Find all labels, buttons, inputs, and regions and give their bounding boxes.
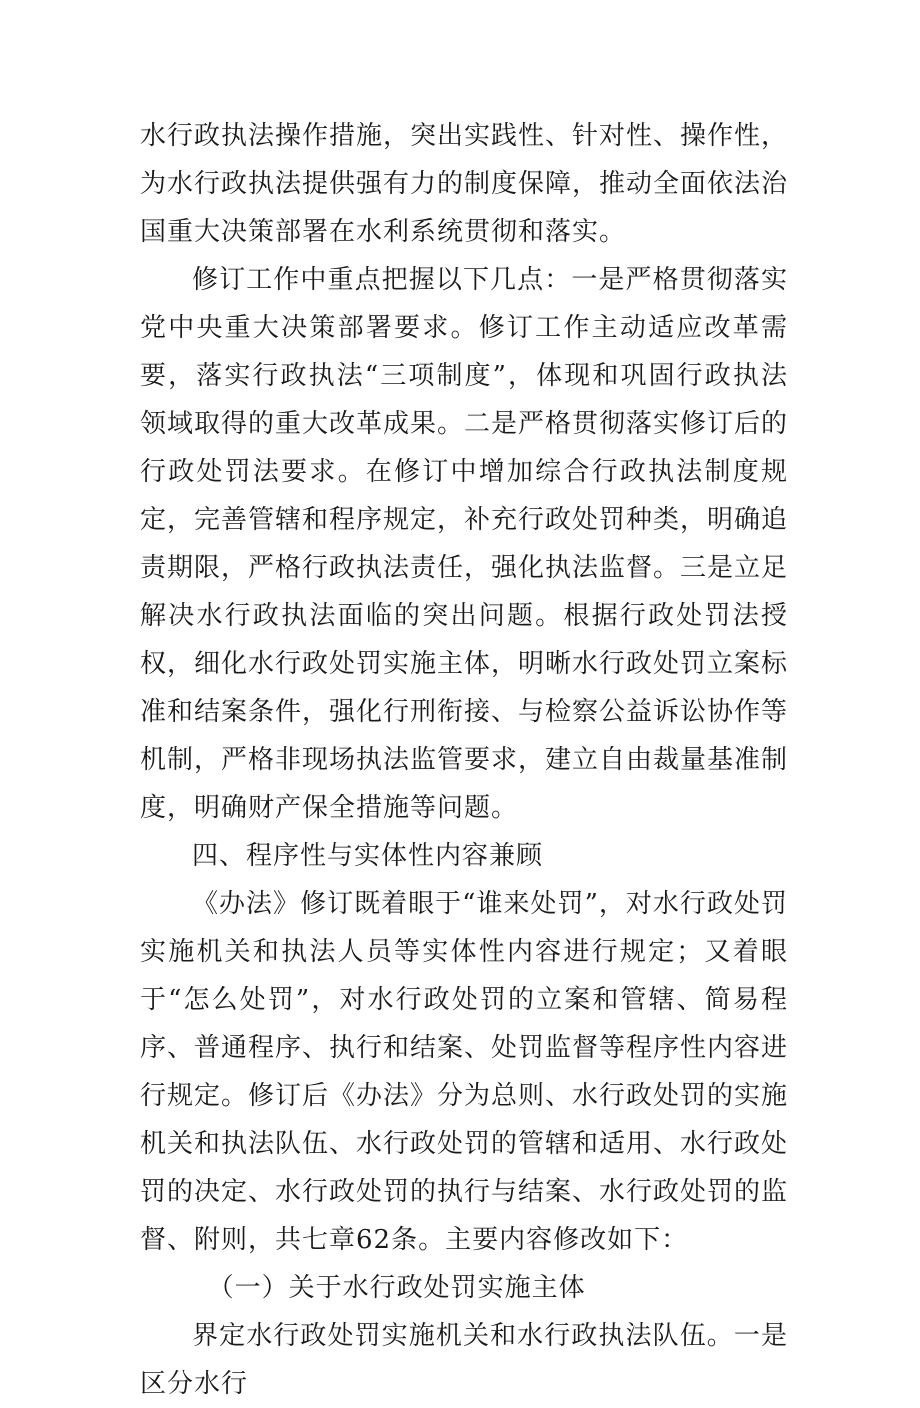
paragraph-revision-focus: 修订工作中重点把握以下几点：一是严格贯彻落实党中央重大决策部署要求。修订工作主动适应改革需要，落实行政执法“三项制度”，体现和巩固行政执法领域取得的重大改革成果。二是严格贯彻落实修订后的行政处罚法要求。在修订中增加综合行政执法制度规定，完善管辖和程序规定，补充行政处罚种类，明确追责期限，严格行政执法责任，强化执法监督。三是立足解决水行政执法面临的突出问题。根据行政处罚法授权，细化水行政处罚实施主体，明晰水行政处罚立案标准和结案条件，强化行刑衔接、与检察公益诉讼协作等机制，严格非现场执法监管要求，建立自由裁量基准制度，明确财产保全措施等问题。 [140, 265, 789, 823]
subsection-heading-one: （一）关于水行政处罚实施主体 [207, 1273, 586, 1303]
paragraph-enforcement-subjects: 界定水行政处罚实施机关和水行政执法队伍。一是区分水行 [140, 1321, 788, 1399]
document-body [140, 112, 788, 1408]
paragraph-procedure-substance: 《办法》修订既着眼于“谁来处罚”，对水行政处罚实施机关和执法人员等实体性内容进行规定；又着眼于“怎么处罚”，对水行政处罚的立案和管辖、简易程序、普通程序、执行和结案、处罚监督等程序性内容进行规定。修订后《办法》分为总则、水行政处罚的实施机关和执法队伍、水行政处罚的管辖和适用、水行政处罚的决定、水行政处罚的执行与结案、水行政处罚的监督、附则，共七章62条。主要内容修改如下： [140, 889, 789, 1255]
paragraph-continuation: 水行政执法操作措施，突出实践性、针对性、操作性，为水行政执法提供强有力的制度保障，推动全面依法治国重大决策部署在水利系统贯彻和落实。 [140, 121, 789, 247]
section-heading-four: 四、程序性与实体性内容兼顾 [192, 841, 544, 871]
